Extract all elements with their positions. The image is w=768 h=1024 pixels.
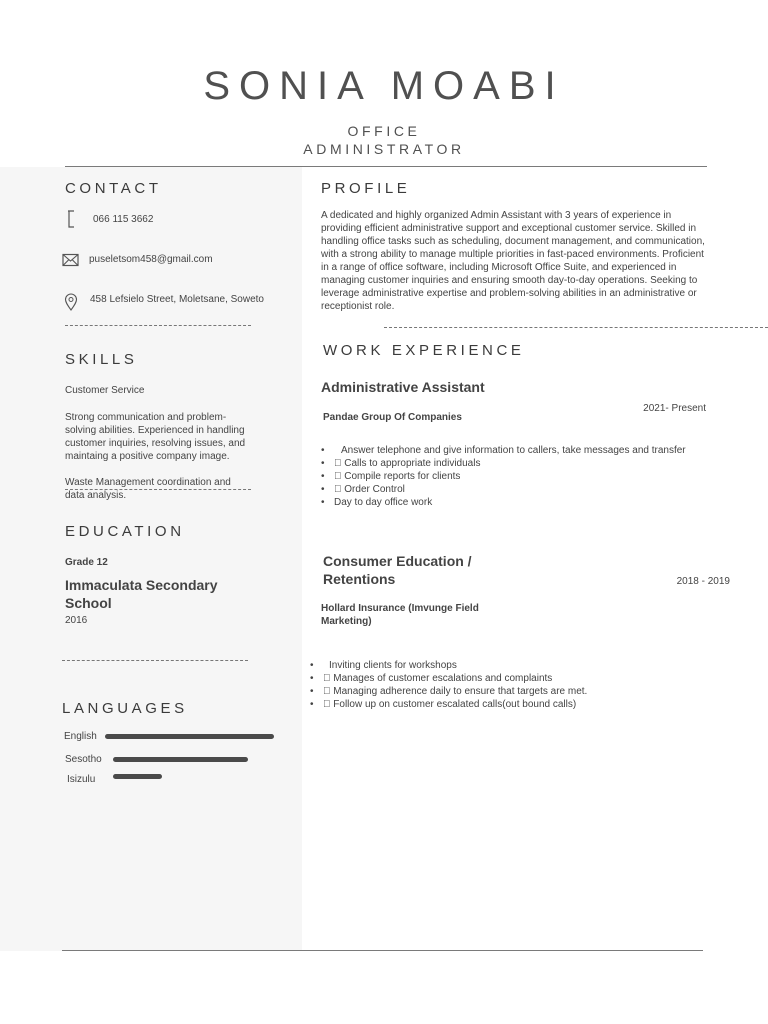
language-name-isizulu: Isizulu xyxy=(67,774,96,785)
language-bar-sesotho xyxy=(113,757,248,762)
skill-item-1: Customer Service xyxy=(65,385,145,396)
sidebar-panel xyxy=(0,167,302,951)
profile-heading: PROFILE xyxy=(321,180,411,197)
education-heading: EDUCATION xyxy=(65,523,185,540)
header-divider xyxy=(65,166,707,167)
language-bar-isizulu xyxy=(113,774,162,779)
list-item: • Managing adherence daily to ensure that targets are met. xyxy=(310,685,587,698)
list-item: • Compile reports for clients xyxy=(321,470,686,483)
contact-email[interactable]: puseletsom458@gmail.com xyxy=(89,254,213,265)
job-company-2: Hollard Insurance (Imvunge Field Marketing) xyxy=(321,603,479,627)
location-pin-icon xyxy=(64,293,78,311)
profile-text: A dedicated and highly organized Admin Assistant with 3 years of experience in providing efficient administrative support and exceptional customer service. Skilled in handling office tasks such as scheduling, document management, and communication, with a strong ability to manage multiple priorities in fast-paced environments. Proficient in a range of office software, including Microsoft Office Suite, and experienced in managing customer inquiries and ensuring smooth day-to-day operations. Seeking to leverage administrative expertise and problem-solving abilities in an administrative or receptionist role. xyxy=(321,210,705,312)
language-name-sesotho: Sesotho xyxy=(65,754,102,765)
list-item: • Follow up on customer escalated calls(out bound calls) xyxy=(310,698,587,711)
phone-icon xyxy=(64,210,78,228)
email-icon xyxy=(62,253,80,267)
list-item: • Order Control xyxy=(321,483,686,496)
job-duties-1 xyxy=(321,444,686,509)
skills-heading: SKILLS xyxy=(65,351,138,368)
contact-phone[interactable]: 066 115 3662 xyxy=(93,214,154,225)
experience-heading: WORK EXPERIENCE xyxy=(323,342,525,359)
footer-divider xyxy=(62,950,703,951)
education-school: Immaculata Secondary School xyxy=(65,577,218,611)
education-grade: Grade 12 xyxy=(65,557,108,568)
title-line-1: OFFICE xyxy=(347,123,421,139)
skill-item-3: Waste Management coordination and data analysis. xyxy=(65,477,231,501)
list-item: • Inviting clients for workshops xyxy=(310,659,587,672)
languages-heading: LANGUAGES xyxy=(62,700,188,717)
title-line-2: ADMINISTRATOR xyxy=(303,141,465,157)
job-company-1: Pandae Group Of Companies xyxy=(323,412,462,423)
candidate-name: SONIA MOABI xyxy=(203,64,565,108)
contact-divider xyxy=(65,325,251,326)
candidate-title xyxy=(0,122,768,158)
job-title-2: Consumer Education / Retentions xyxy=(323,553,472,587)
job-dates-1: 2021- Present xyxy=(643,403,706,414)
list-item: • Calls to appropriate individuals xyxy=(321,457,686,470)
job-dates-2: 2018 - 2019 xyxy=(676,576,730,587)
contact-heading: CONTACT xyxy=(65,180,162,197)
skill-item-2: Strong communication and problem-solving abilities. Experienced in handling customer inquiries, resolving issues, and maintaing a positive company image. xyxy=(65,412,246,462)
language-bar-english xyxy=(105,734,274,739)
job-duties-2 xyxy=(310,659,587,711)
job-title-1: Administrative Assistant xyxy=(321,379,485,395)
contact-address: 458 Lefsielo Street, Moletsane, Soweto xyxy=(90,294,264,305)
list-item: • Answer telephone and give information to callers, take messages and transfer xyxy=(321,444,686,457)
education-year: 2016 xyxy=(65,615,88,626)
skills-divider xyxy=(65,489,251,490)
education-divider xyxy=(62,660,248,661)
profile-divider xyxy=(384,327,768,328)
language-name-english: English xyxy=(64,731,97,742)
list-item: • Day to day office work xyxy=(321,496,686,509)
list-item: • Manages of customer escalations and complaints xyxy=(310,672,587,685)
